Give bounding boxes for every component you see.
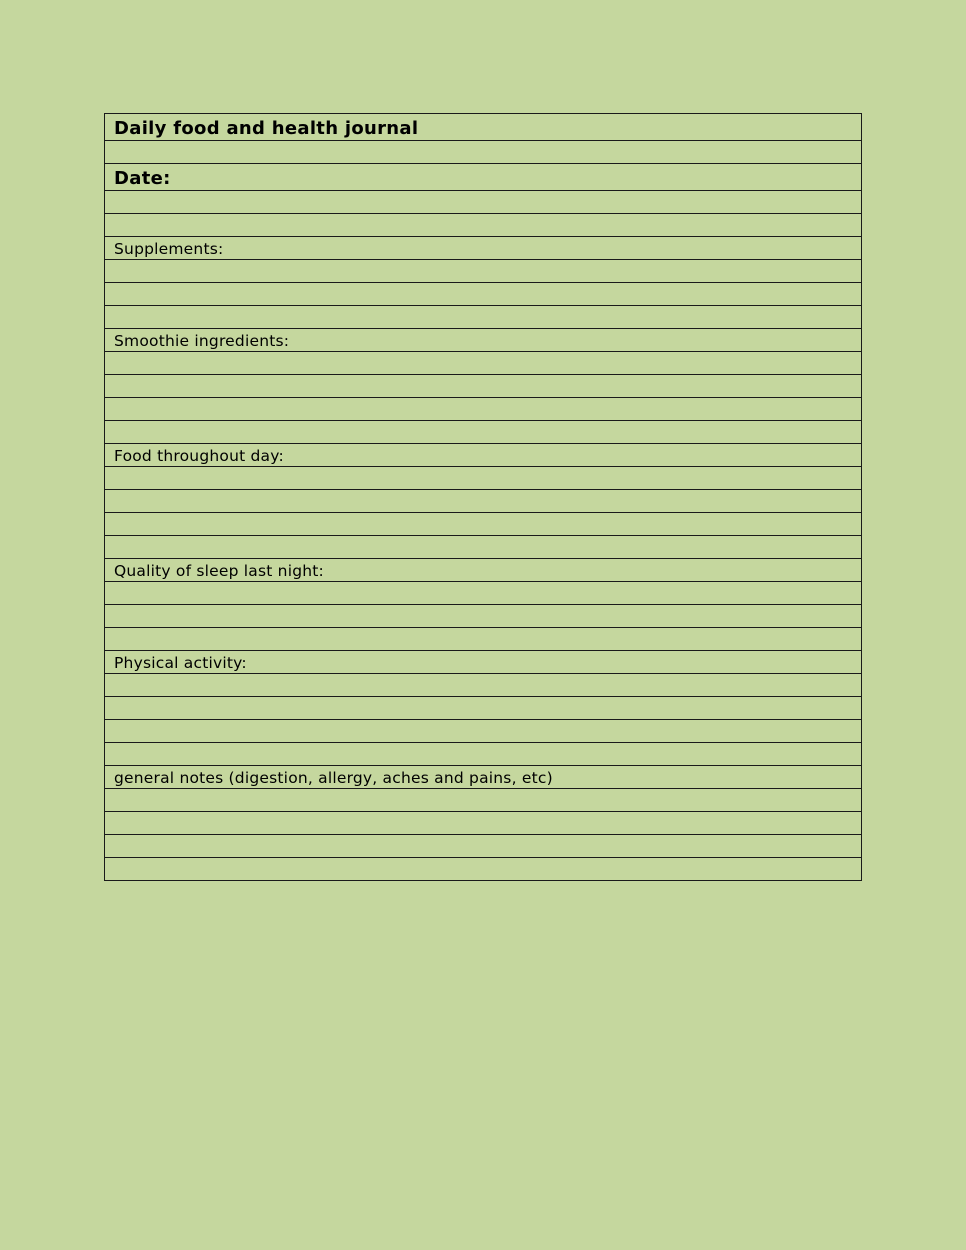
smoothie-line[interactable] <box>105 375 861 398</box>
supplements-line[interactable] <box>105 283 861 306</box>
activity-line[interactable] <box>105 720 861 743</box>
journal-title: Daily food and health journal <box>114 118 419 139</box>
notes-line[interactable] <box>105 835 861 858</box>
activity-line[interactable] <box>105 743 861 766</box>
food-row[interactable] <box>105 444 861 467</box>
supplements-label: Supplements: <box>114 240 224 258</box>
journal-form <box>104 113 862 881</box>
blank-line[interactable] <box>105 214 861 237</box>
smoothie-label: Smoothie ingredients: <box>114 332 290 350</box>
notes-label: general notes (digestion, allergy, aches and pains, etc) <box>114 769 553 787</box>
supplements-line[interactable] <box>105 260 861 283</box>
activity-line[interactable] <box>105 697 861 720</box>
blank-line[interactable] <box>105 141 861 164</box>
sleep-line[interactable] <box>105 605 861 628</box>
sleep-label: Quality of sleep last night: <box>114 562 324 580</box>
notes-row[interactable] <box>105 766 861 789</box>
date-row[interactable] <box>105 164 861 191</box>
supplements-row[interactable] <box>105 237 861 260</box>
sleep-line[interactable] <box>105 582 861 605</box>
sleep-line[interactable] <box>105 628 861 651</box>
food-line[interactable] <box>105 490 861 513</box>
date-label: Date: <box>114 168 171 189</box>
food-line[interactable] <box>105 536 861 559</box>
notes-line[interactable] <box>105 858 861 881</box>
food-line[interactable] <box>105 513 861 536</box>
activity-row[interactable] <box>105 651 861 674</box>
sleep-row[interactable] <box>105 559 861 582</box>
food-line[interactable] <box>105 467 861 490</box>
supplements-line[interactable] <box>105 306 861 329</box>
blank-line[interactable] <box>105 191 861 214</box>
smoothie-line[interactable] <box>105 398 861 421</box>
activity-line[interactable] <box>105 674 861 697</box>
smoothie-line[interactable] <box>105 352 861 375</box>
activity-label: Physical activity: <box>114 654 247 672</box>
smoothie-line[interactable] <box>105 421 861 444</box>
title-row <box>105 114 861 141</box>
notes-line[interactable] <box>105 789 861 812</box>
smoothie-row[interactable] <box>105 329 861 352</box>
food-label: Food throughout day: <box>114 447 284 465</box>
notes-line[interactable] <box>105 812 861 835</box>
